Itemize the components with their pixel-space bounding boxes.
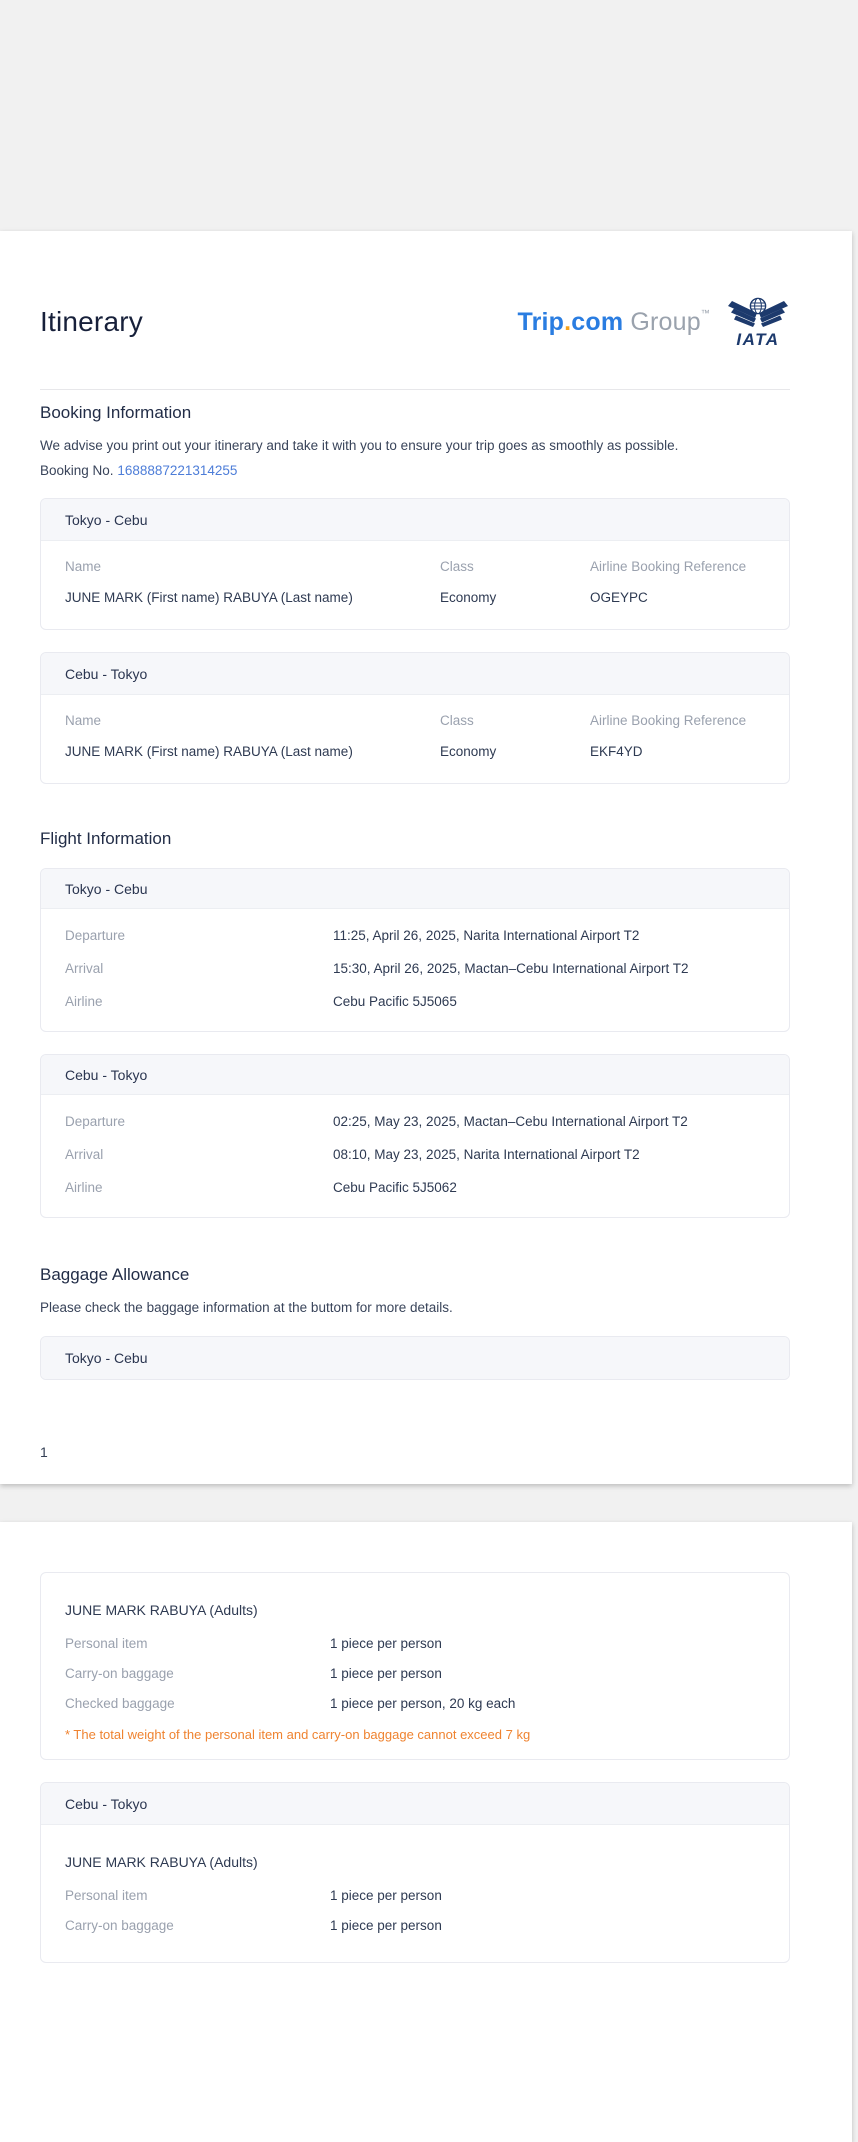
airline-label: Airline (65, 1180, 103, 1195)
arrival-value: 15:30, April 26, 2025, Mactan–Cebu International Airport T2 (333, 961, 689, 976)
document-page-2 (0, 1522, 852, 2142)
tripcom-logo-com: com (571, 307, 624, 336)
cabin-class: Economy (440, 590, 497, 605)
booking-card-cebu-tokyo (40, 652, 790, 784)
cabin-class: Economy (440, 744, 497, 759)
personal-item-label: Personal item (65, 1636, 148, 1651)
personal-item-value: 1 piece per person (330, 1636, 442, 1651)
flight-card-cebu-tokyo (40, 1054, 790, 1218)
tripcom-logo-group: Group (630, 307, 701, 336)
arrival-label: Arrival (65, 961, 104, 976)
flight-card-tokyo-cebu (40, 868, 790, 1032)
header-divider (40, 389, 790, 390)
baggage-card-body (41, 1573, 789, 1759)
route-header: Cebu - Tokyo (41, 653, 789, 695)
baggage-passenger-name: JUNE MARK RABUYA (Adults) (65, 1602, 258, 1618)
booking-number-line (40, 461, 790, 480)
page-title: Itinerary (40, 306, 143, 337)
column-header-class: Class (440, 713, 474, 728)
departure-label: Departure (65, 1114, 126, 1129)
iata-logo-text: IATA (736, 329, 780, 349)
airline-label: Airline (65, 994, 103, 1009)
iata-logo (726, 297, 790, 348)
baggage-passenger-name: JUNE MARK RABUYA (Adults) (65, 1854, 258, 1870)
passenger-name: JUNE MARK (First name) RABUYA (Last name) (65, 744, 353, 759)
tripcom-logo-trip: Trip (517, 307, 565, 336)
carryon-baggage-label: Carry-on baggage (65, 1666, 174, 1681)
booking-card-tokyo-cebu (40, 498, 790, 630)
flight-information-heading: Flight Information (40, 829, 172, 848)
departure-value: 11:25, April 26, 2025, Narita International Airport T2 (333, 928, 640, 943)
airline-value: Cebu Pacific 5J5062 (333, 1180, 457, 1195)
page-number: 1 (40, 1444, 48, 1460)
passenger-name: JUNE MARK (First name) RABUYA (Last name) (65, 590, 353, 605)
tripcom-logo-dot: . (564, 307, 572, 336)
baggage-detail-card-cebu-tokyo (40, 1782, 790, 1963)
column-header-name: Name (65, 713, 102, 728)
route-header: Tokyo - Cebu (41, 869, 789, 909)
personal-item-label: Personal item (65, 1888, 148, 1903)
carryon-baggage-label: Carry-on baggage (65, 1918, 174, 1933)
checked-baggage-label: Checked baggage (65, 1696, 175, 1711)
booking-information-heading: Booking Information (40, 403, 192, 422)
column-header-class: Class (440, 559, 474, 574)
logos-group (518, 297, 791, 348)
column-header-name: Name (65, 559, 102, 574)
document-page-1 (0, 231, 852, 1484)
arrival-value: 08:10, May 23, 2025, Narita International Airport T2 (333, 1147, 640, 1162)
tripcom-group-logo (518, 308, 711, 337)
baggage-weight-warning: * The total weight of the personal item and carry-on baggage cannot exceed 7 kg (65, 1727, 531, 1742)
baggage-detail-card-tokyo-cebu (40, 1572, 790, 1760)
departure-value: 02:25, May 23, 2025, Mactan–Cebu International Airport T2 (333, 1114, 688, 1129)
airline-booking-reference: EKF4YD (590, 744, 643, 759)
baggage-allowance-heading: Baggage Allowance (40, 1265, 190, 1284)
checked-baggage-value: 1 piece per person, 20 kg each (330, 1696, 516, 1711)
flight-card-body (41, 1095, 789, 1217)
departure-label: Departure (65, 928, 126, 943)
arrival-label: Arrival (65, 1147, 104, 1162)
carryon-baggage-value: 1 piece per person (330, 1918, 442, 1933)
baggage-card-body (41, 1825, 789, 1962)
document-header (40, 293, 790, 351)
booking-advice-note: We advise you print out your itinerary and take it with you to ensure your trip goes as smoothly as possible. (40, 438, 679, 453)
airline-booking-reference: OGEYPC (590, 590, 648, 605)
route-header: Tokyo - Cebu (41, 1337, 789, 1379)
flight-card-body (41, 909, 789, 1031)
booking-card-body (41, 541, 789, 629)
baggage-card-tokyo-cebu-header (40, 1336, 790, 1380)
trademark-symbol: ™ (700, 307, 710, 318)
column-header-reference: Airline Booking Reference (590, 713, 747, 728)
carryon-baggage-value: 1 piece per person (330, 1666, 442, 1681)
route-header: Tokyo - Cebu (41, 499, 789, 541)
column-header-reference: Airline Booking Reference (590, 559, 747, 574)
iata-wings-globe-icon (726, 297, 790, 333)
booking-number-link[interactable]: 1688887221314255 (117, 463, 238, 478)
route-header: Cebu - Tokyo (41, 1783, 789, 1825)
booking-number-label: Booking No. (40, 463, 114, 478)
baggage-note: Please check the baggage information at the buttom for more details. (40, 1300, 453, 1315)
route-header: Cebu - Tokyo (41, 1055, 789, 1095)
booking-card-body (41, 695, 789, 783)
personal-item-value: 1 piece per person (330, 1888, 442, 1903)
airline-value: Cebu Pacific 5J5065 (333, 994, 457, 1009)
